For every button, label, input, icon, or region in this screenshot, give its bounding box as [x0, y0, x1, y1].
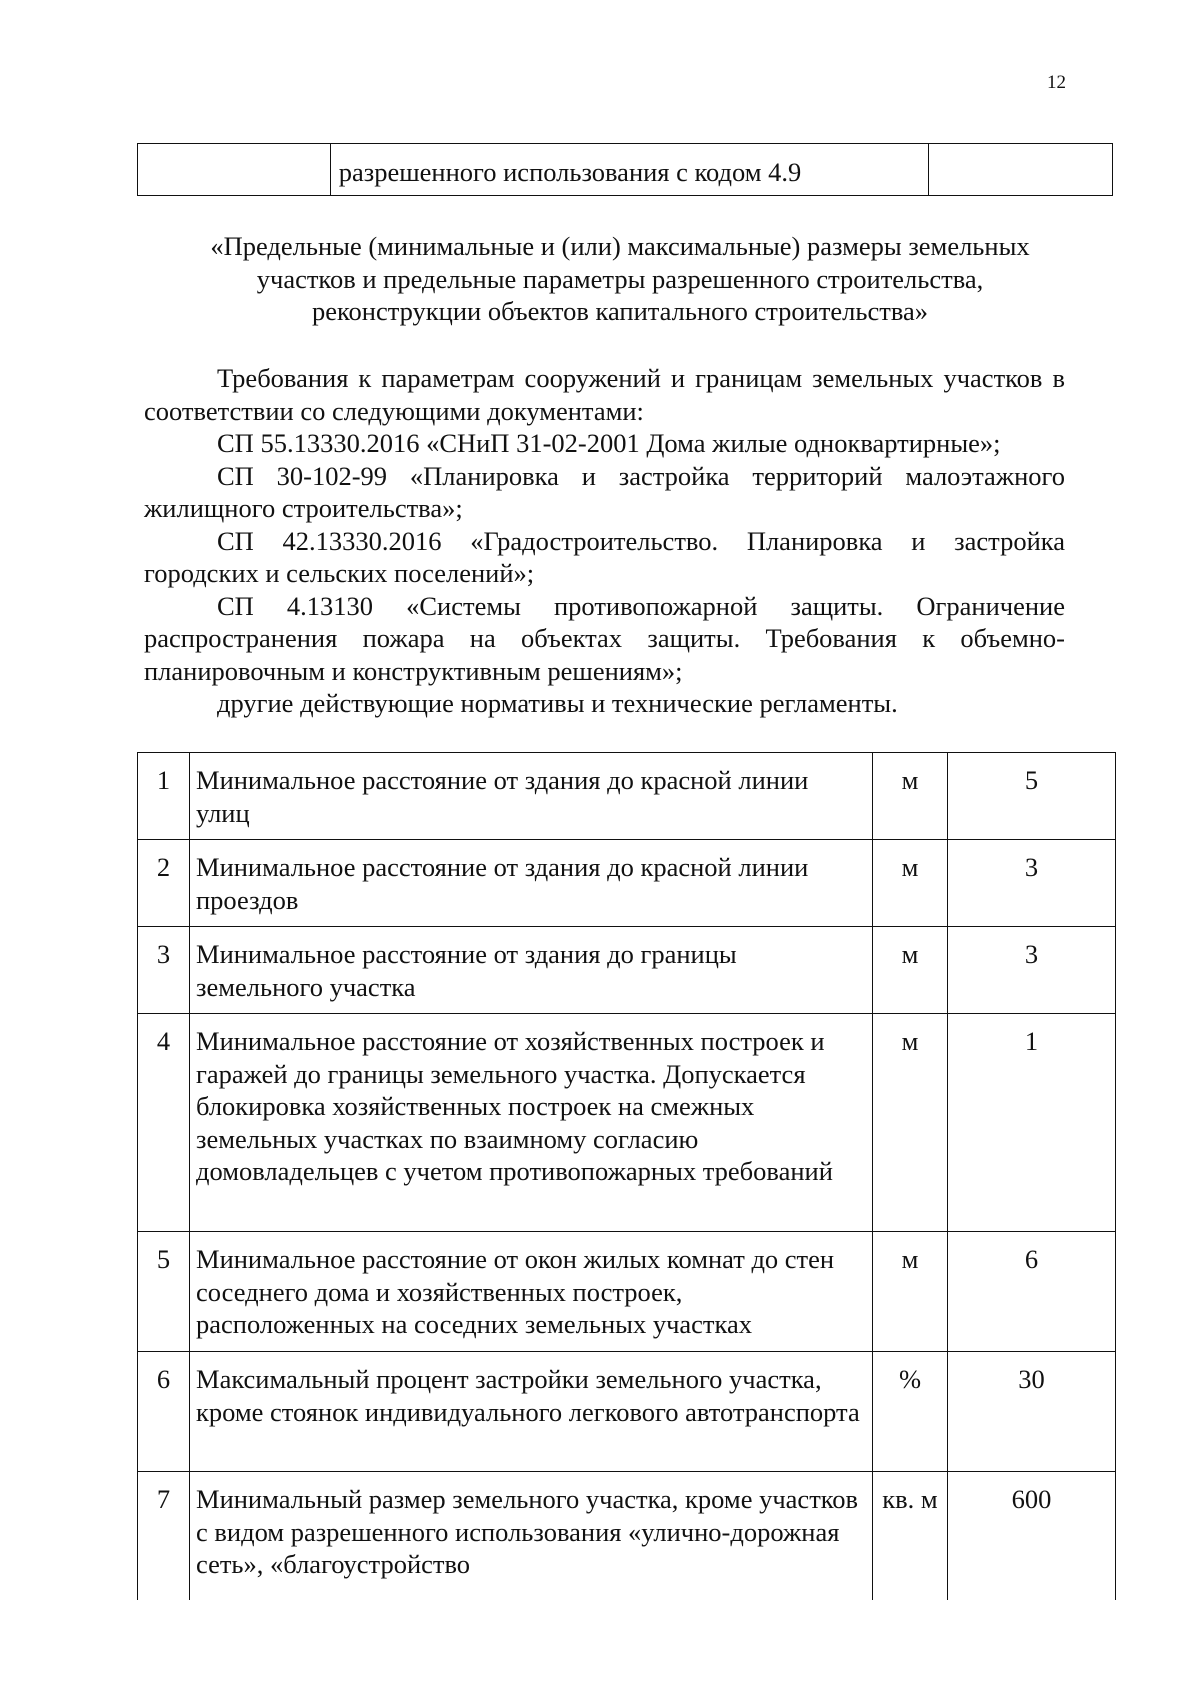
table-row	[138, 1014, 1116, 1232]
table-row	[138, 1352, 1116, 1472]
value-cell: 3	[948, 927, 1116, 1014]
table-row	[138, 1472, 1116, 1600]
requirements-intro: Требования к параметрам сооружений и границам земельных участков в соответствии со следующими документами:	[144, 363, 1065, 426]
value-cell: 600	[948, 1472, 1116, 1600]
unit-cell: %	[873, 1352, 948, 1472]
empty-cell	[929, 144, 1113, 196]
table-row	[138, 840, 1116, 927]
parameter-name: Минимальное расстояние от здания до красной линии улиц	[190, 753, 873, 840]
value-cell: 30	[948, 1352, 1116, 1472]
row-number: 1	[138, 753, 190, 840]
requirements-text	[144, 362, 1065, 720]
table-row	[138, 927, 1116, 1014]
unit-cell: м	[873, 753, 948, 840]
value-cell: 6	[948, 1232, 1116, 1352]
parameter-name: Минимальное расстояние от хозяйственных построек и гаражей до границы земельного участка. Допускается блокировка хозяйственных построек на смежных земельных участках по взаимному согласию домовладельцев с учетом противопожарных требований	[190, 1014, 873, 1232]
requirements-item: СП 55.13330.2016 «СНиП 31-02-2001 Дома жилые одноквартирные»;	[217, 428, 1001, 458]
parameter-name: Максимальный процент застройки земельного участка, кроме стоянок индивидуального легкового автотранспорта	[190, 1352, 873, 1472]
row-number: 2	[138, 840, 190, 927]
heading-line: реконструкции объектов капитального строительства»	[311, 296, 928, 326]
page-number: 12	[1047, 72, 1066, 93]
value-cell: 3	[948, 840, 1116, 927]
row-number: 3	[138, 927, 190, 1014]
value-cell: 5	[948, 753, 1116, 840]
parameter-name: Минимальное расстояние от здания до границы земельного участка	[190, 927, 873, 1014]
parameter-name: Минимальный размер земельного участка, кроме участков с видом разрешенного использования «улично-дорожная сеть», «благоустройство	[190, 1472, 873, 1600]
parameter-name: Минимальное расстояние от окон жилых комнат до стен соседнего дома и хозяйственных построек, расположенных на соседних земельных участках	[190, 1232, 873, 1352]
row-number: 5	[138, 1232, 190, 1352]
table-row	[138, 1232, 1116, 1352]
continued-table	[137, 143, 1113, 196]
unit-cell: м	[873, 1232, 948, 1352]
parameters-table	[137, 752, 1116, 1600]
heading-line: «Предельные (минимальные и (или) максимальные) размеры земельных	[210, 231, 1030, 261]
requirements-item: СП 4.13130 «Системы противопожарной защиты. Ограничение распространения пожара на объектах защиты. Требования к объемно-планировочным и конструктивным решениям»;	[144, 590, 1065, 686]
section-heading	[140, 230, 1100, 328]
requirements-item: другие действующие нормативы и технические регламенты.	[217, 688, 898, 718]
heading-line: участков и предельные параметры разрешенного строительства,	[256, 263, 984, 294]
row-number: 6	[138, 1352, 190, 1472]
table-cell: разрешенного использования с кодом 4.9	[330, 144, 928, 196]
unit-cell: кв. м	[873, 1472, 948, 1600]
row-number: 7	[138, 1472, 190, 1600]
unit-cell: м	[873, 840, 948, 927]
row-number: 4	[138, 1014, 190, 1232]
empty-cell	[138, 144, 331, 196]
unit-cell: м	[873, 1014, 948, 1232]
requirements-item: СП 30-102-99 «Планировка и застройка территорий малоэтажного жилищного строительства»;	[144, 460, 1065, 523]
unit-cell: м	[873, 927, 948, 1014]
requirements-item: СП 42.13330.2016 «Градостроительство. Планировка и застройка городских и сельских поселений»;	[144, 525, 1065, 588]
parameter-name: Минимальное расстояние от здания до красной линии проездов	[190, 840, 873, 927]
table-row	[138, 144, 1113, 196]
value-cell: 1	[948, 1014, 1116, 1232]
table-row	[138, 753, 1116, 840]
